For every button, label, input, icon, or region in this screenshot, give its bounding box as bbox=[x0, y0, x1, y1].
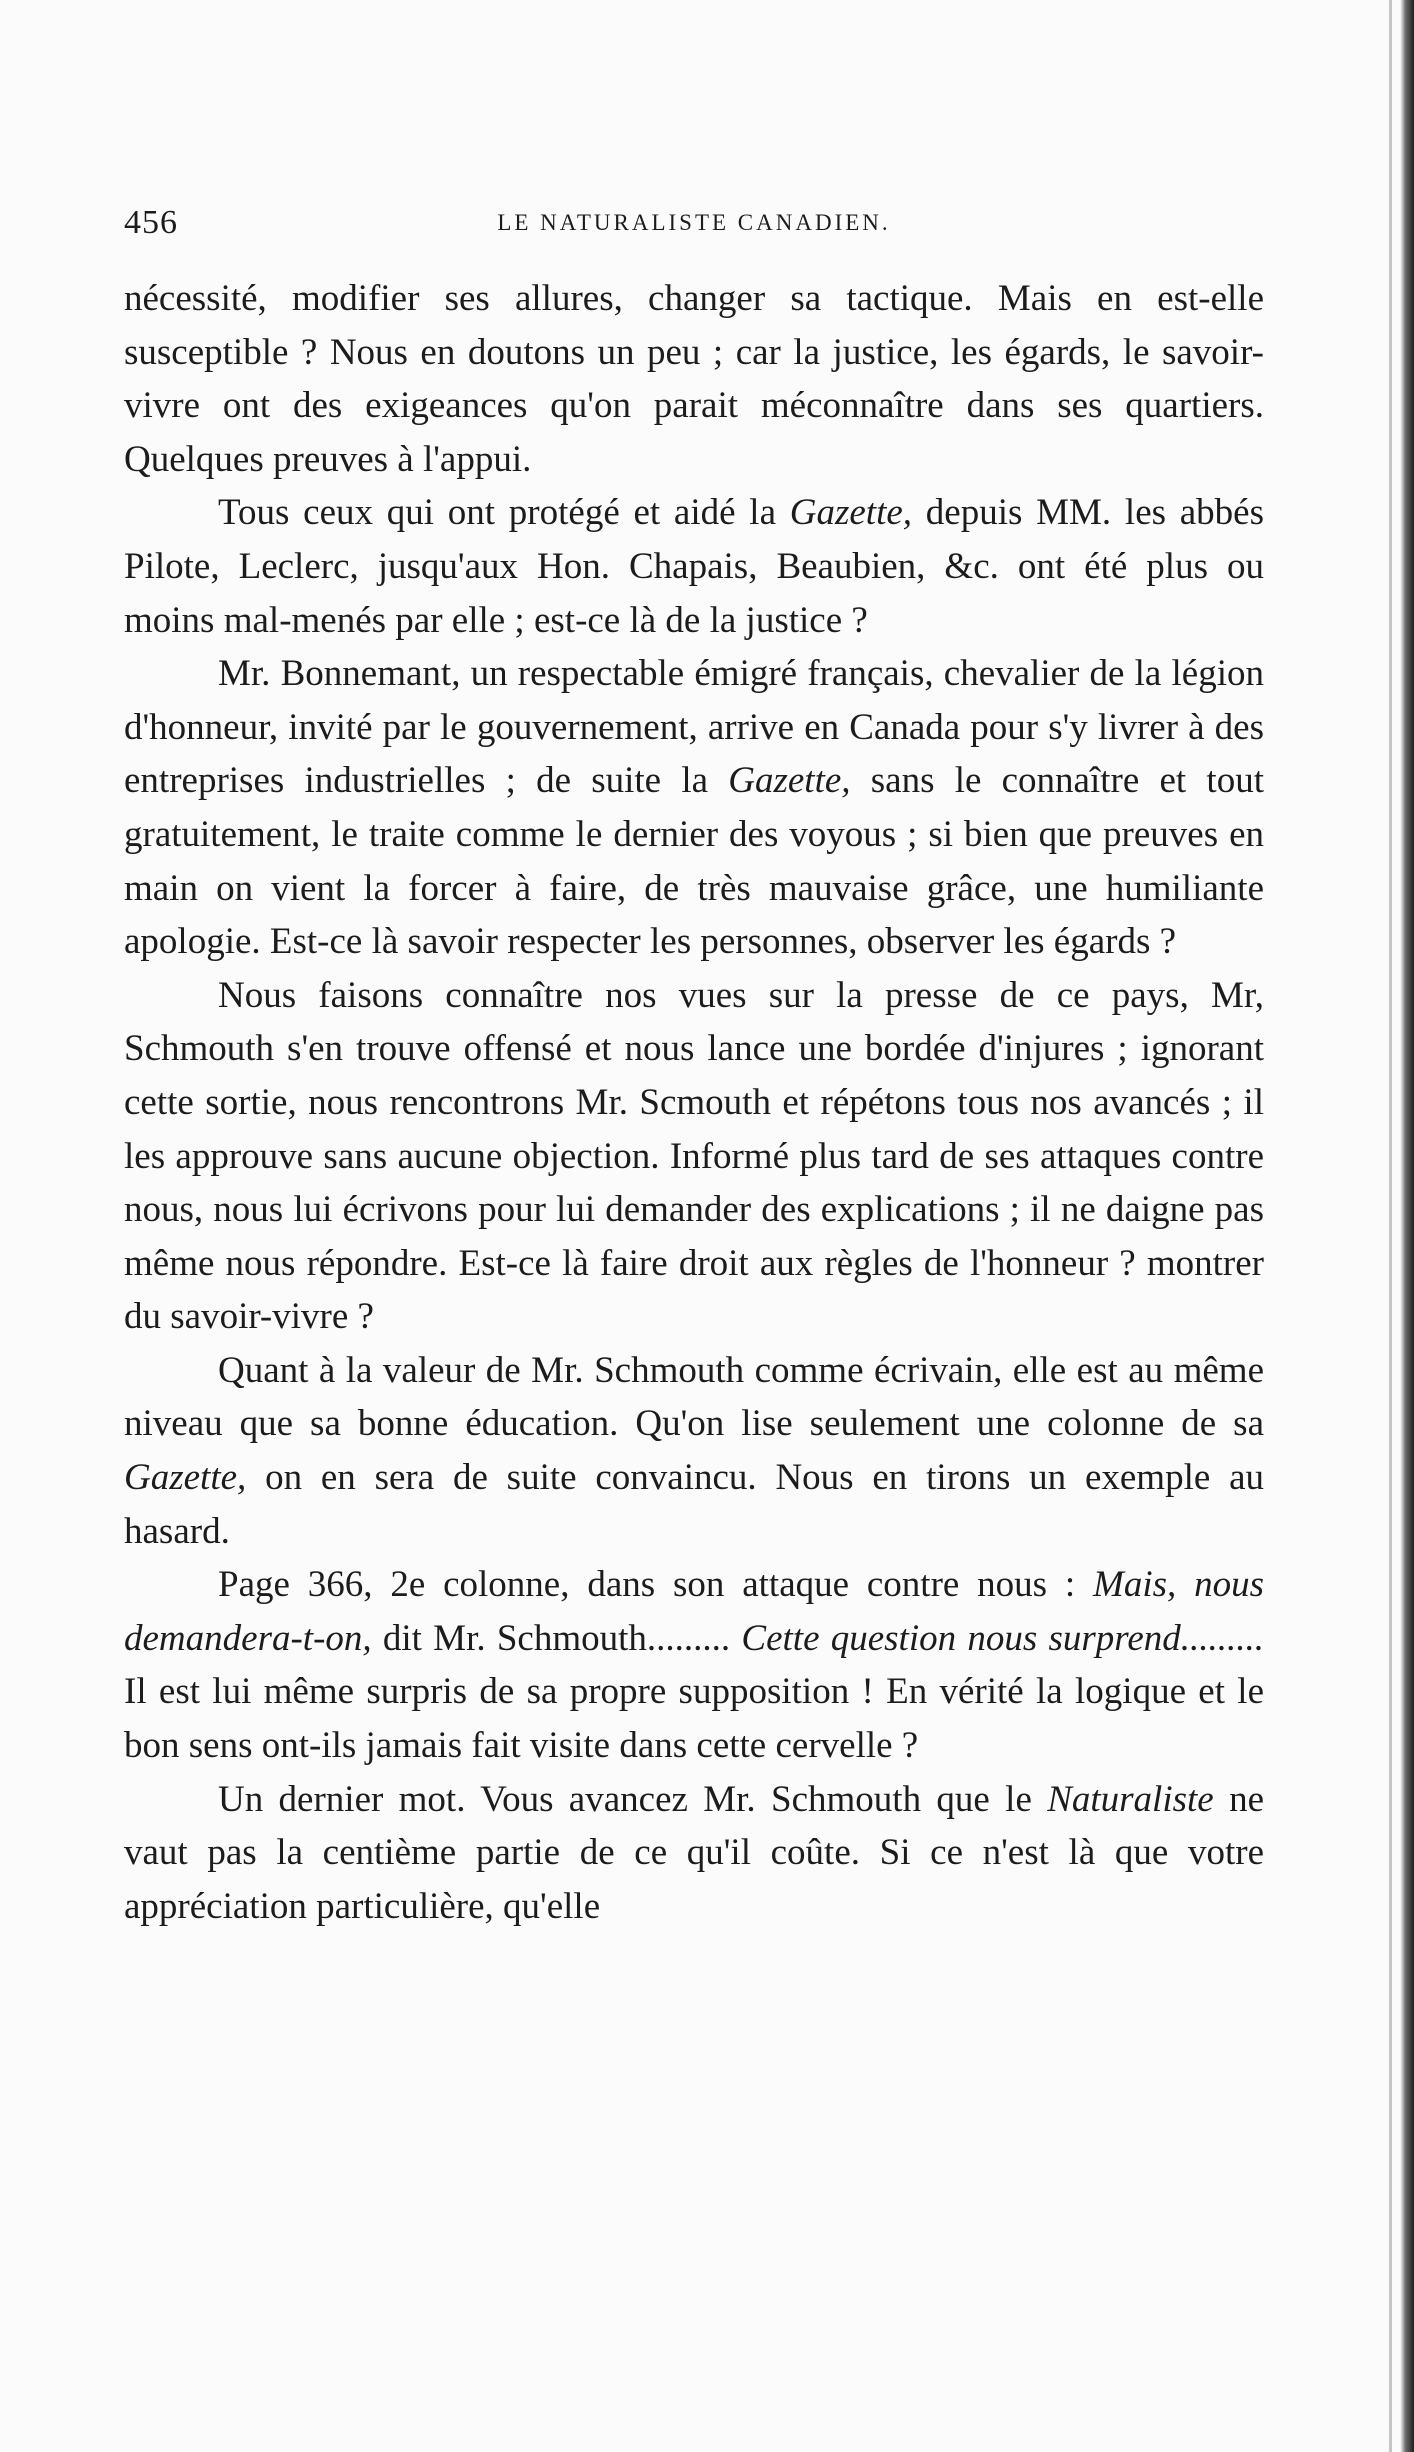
paragraph bbox=[124, 1773, 1264, 1934]
paragraph bbox=[124, 272, 1264, 486]
italic-text: Gazette, bbox=[789, 492, 913, 534]
paragraph bbox=[124, 1558, 1264, 1772]
text-run: sans le connaître et tout gratuitement, le traite comme le dernier des voyous ; si bien que preuves en main on vient la forcer à faire, de très mauvaise grâce, une humiliante apologie. Est-ce là savoir respecter les personnes, observer les égards ? bbox=[124, 760, 1264, 963]
text-run: Quant à la valeur de Mr. Schmouth comme écrivain, elle est au même niveau que sa bonne éducation. Qu'on lise seulement une colonne de sa bbox=[124, 1349, 1264, 1445]
text-run: Nous faisons connaître nos vues sur la presse de ce pays, Mr, Schmouth s'en trouve offensé et nous lance une bordée d'injures ; ignorant cette sortie, nous rencontrons Mr. Scmouth et répétons tous nos avancés ; il les approuve sans aucune objection. Informé plus tard de ses attaques contre nous, nous lui écrivons pour lui demander des explications ; il ne daigne pas même nous répondre. Est-ce là faire droit aux règles de l'honneur ? montrer du savoir-vivre ? bbox=[124, 974, 1264, 1338]
text-run: Tous ceux qui ont protégé et aidé la bbox=[218, 492, 790, 534]
italic-text: Cette question nous surprend......... bbox=[741, 1617, 1264, 1659]
italic-text: Gazette, bbox=[124, 1457, 247, 1499]
body-text bbox=[124, 272, 1264, 1933]
paragraph bbox=[124, 969, 1264, 1344]
text-run: nécessité, modifier ses allures, changer sa tactique. Mais en est-elle susceptible ? Nous en doutons un peu ; car la justice, les égards, le savoir-vivre ont des exigeances qu'on parait méconnaître dans ses quartiers. Quelques preuves à l'appui. bbox=[124, 278, 1264, 480]
italic-text: Mais, nous demandera-t-on, bbox=[124, 1564, 1265, 1659]
page-header bbox=[124, 196, 1264, 256]
paragraph bbox=[124, 647, 1264, 969]
page-edge-shadow bbox=[1400, 0, 1414, 2452]
text-run: dit Mr. Schmouth......... bbox=[371, 1617, 742, 1659]
paragraph bbox=[124, 486, 1264, 647]
text-run: Il est lui même surpris de sa propre supposition ! En vérité la logique et le bon sens ont-ils jamais fait visite dans cette cervelle ? bbox=[124, 1671, 1264, 1767]
text-run: Page 366, 2e colonne, dans son attaque contre nous : bbox=[218, 1564, 1094, 1606]
italic-text: Naturaliste bbox=[1047, 1778, 1214, 1820]
running-head: LE NATURALISTE CANADIEN. bbox=[497, 210, 891, 235]
text-run: ne vaut pas la centième partie de ce qu'il coûte. Si ce n'est là que votre appréciation particulière, qu'elle bbox=[124, 1778, 1264, 1927]
paragraph bbox=[124, 1344, 1264, 1558]
binding-shadow-line bbox=[1389, 0, 1392, 2452]
italic-text: Gazette, bbox=[728, 760, 851, 802]
page-number: 456 bbox=[124, 204, 178, 241]
text-run: Mr. Bonnemant, un respectable émigré français, chevalier de la légion d'honneur, invité par le gouvernement, arrive en Canada pour s'y livrer à des entreprises industrielles ; de suite la bbox=[124, 653, 1264, 802]
text-run: depuis MM. les abbés Pilote, Leclerc, jusqu'aux Hon. Chapais, Beaubien, &c. ont été plus ou moins mal-menés par elle ; est-ce là de la justice ? bbox=[124, 492, 1264, 641]
text-run: Un dernier mot. Vous avancez Mr. Schmouth que le bbox=[218, 1778, 1048, 1820]
text-run: on en sera de suite convaincu. Nous en tirons un exemple au hasard. bbox=[124, 1457, 1264, 1552]
